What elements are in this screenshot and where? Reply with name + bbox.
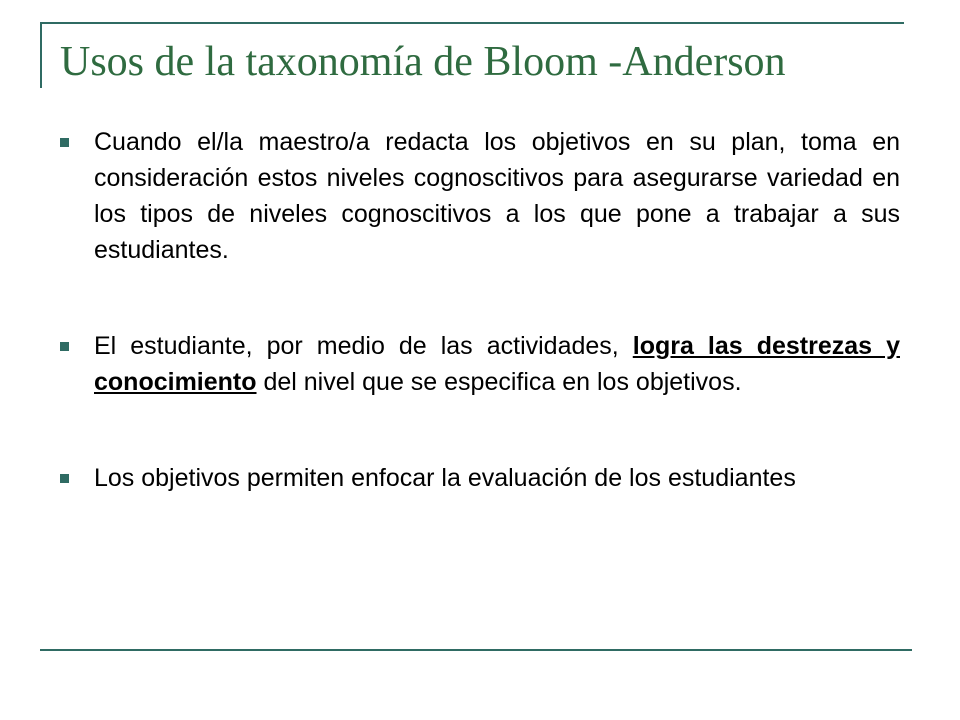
bullet-emphasis: logra las destrezas y conocimiento (94, 332, 900, 396)
bullet-text: Cuando el/la maestro/a redacta los objetivos en su plan, toma en consideración estos niveles cognoscitivos para asegurarse variedad en los tipos de niveles cognoscitivos a los que pone a trabajar a sus estudiantes. (94, 128, 900, 264)
square-bullet-icon (60, 342, 69, 351)
bullet-text: Los objetivos permiten enfocar la evaluación de los estudiantes (94, 464, 796, 492)
square-bullet-icon (60, 138, 69, 147)
left-rule (40, 22, 42, 88)
bullet-text-lead: El estudiante, por medio de las actividades, (94, 332, 633, 360)
bullet-item-1 (60, 124, 900, 268)
square-bullet-icon (60, 474, 69, 483)
top-rule (40, 22, 904, 24)
bullet-item-3 (60, 460, 900, 496)
bullet-item-2 (60, 328, 900, 400)
bullet-text-tail: del nivel que se especifica en los objetivos. (256, 368, 742, 396)
bullet-list (60, 124, 900, 496)
bottom-rule (40, 649, 912, 651)
slide-title: Usos de la taxonomía de Bloom -Anderson (60, 39, 786, 85)
